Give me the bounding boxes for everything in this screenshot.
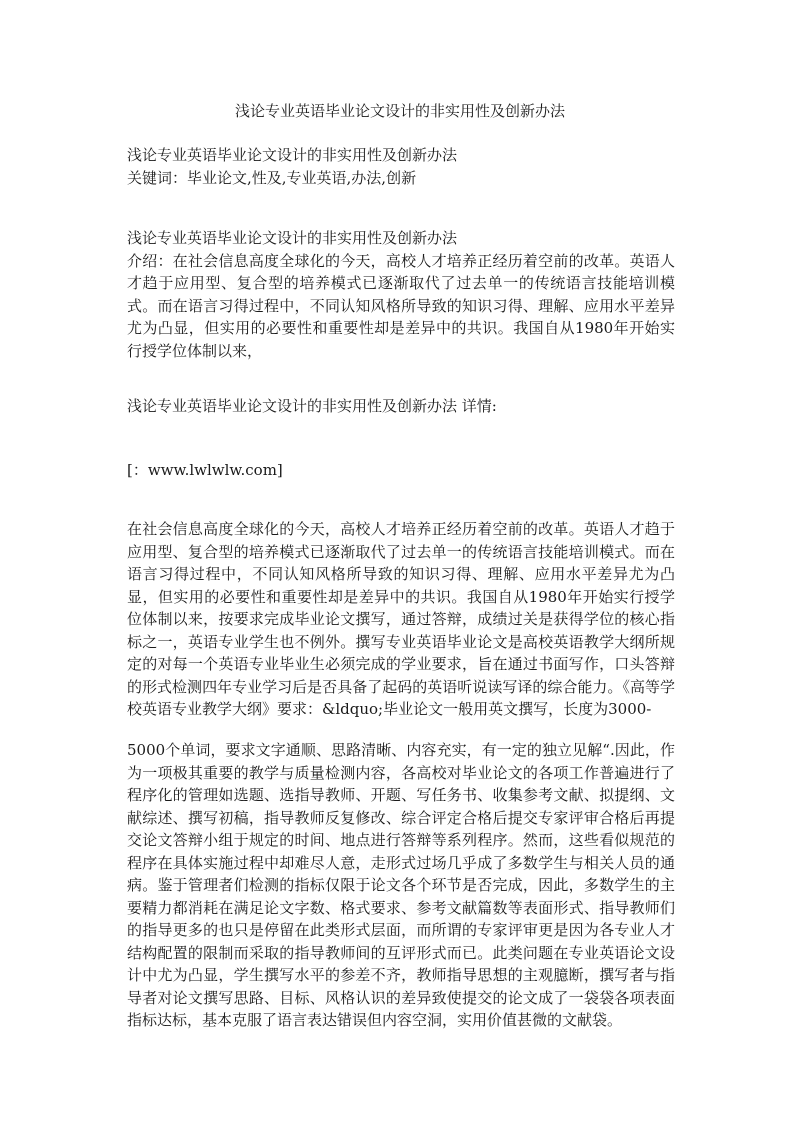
intro-title: 浅论专业英语毕业论文设计的非实用性及创新办法 <box>127 229 458 247</box>
details-heading: 浅论专业英语毕业论文设计的非实用性及创新办法 详情: <box>127 397 497 415</box>
header-title: 浅论专业英语毕业论文设计的非实用性及创新办法 <box>127 146 458 164</box>
body-paragraph-1: 在社会信息高度全球化的今天，高校人才培养正经历着空前的改革。英语人才趋于应用型、复合型的培养模式已逐渐取代了过去单一的传统语言技能培训模式。而在语言习得过程中，不同认知风格所导致的知识习得、理解、应用水平差异尤为凸显，但实用的必要性和重要性却是差异中的共识。我国自从1980年开始实行授学位体制以来，按要求完成毕业论文撰写，通过答辩，成绩过关是获得学位的核心指标之一，英语专业学生也不例外。撰写专业英语毕业论文是高校英语教学大纲所规定的对每一个英语专业毕业生必须完成的学业要求，旨在通过书面写作，口头答辩的形式检测四年专业学习后是否具备了起码的英语听说读写译的综合能力。《高等学校英语专业教学大纲》要求：&ldquo;毕业论文一般用英文撰写，长度为3000- <box>127 520 675 718</box>
source-link[interactable]: [：www.lwlwlw.com] <box>127 461 283 479</box>
body-paragraph-2: 5000个单词，要求文字通顺、思路清晰、内容充实，有一定的独立见解“.因此，作为一项极其重要的教学与质量检测内容，各高校对毕业论文的各项工作普遍进行了程序化的管理如选题、选指导教师、开题、写任务书、收集参考文献、拟提纲、文献综述、撰写初稿，指导教师反复修改、综合评定合格后提交专家评审合格后再提交论文答辩小组于规定的时间、地点进行答辩等系列程序。然而，这些看似规范的程序在具体实施过程中却难尽人意，走形式过场几乎成了多数学生与相关人员的通病。鉴于管理者们检测的指标仅限于论文各个环节是否完成，因此，多数学生的主要精力都消耗在满足论文字数、格式要求、参考文献篇数等表面形式、指导教师们的指导更多的也只是停留在此类形式层面，而所谓的专家评审更是因为各专业人才结构配置的限制而采取的指导教师间的互评形式而已。此类问题在专业英语论文设计中尤为凸显，学生撰写水平的参差不齐，教师指导思想的主观臆断，撰写者与指导者对论文撰写思路、目标、风格认识的差异致使提交的论文成了一袋袋各项表面指标达标，基本克服了语言表达错误但内容空洞，实用价值甚微的文献袋。 <box>127 741 675 1029</box>
header-block <box>127 144 675 189</box>
keywords-line: 关键词：毕业论文,性及,专业英语,办法,创新 <box>127 168 417 187</box>
intro-text: 介绍：在社会信息高度全球化的今天，高校人才培养正经历着空前的改革。英语人才趋于应用型、复合型的培养模式已逐渐取代了过去单一的传统语言技能培训模式。而在语言习得过程中，不同认知风格所导致的知识习得、理解、应用水平差异尤为凸显，但实用的必要性和重要性却是差异中的共识。我国自从1980年开始实行授学位体制以来， <box>127 251 675 360</box>
document-title: 浅论专业英语毕业论文设计的非实用性及创新办法 <box>234 102 565 120</box>
intro-block <box>127 227 675 362</box>
